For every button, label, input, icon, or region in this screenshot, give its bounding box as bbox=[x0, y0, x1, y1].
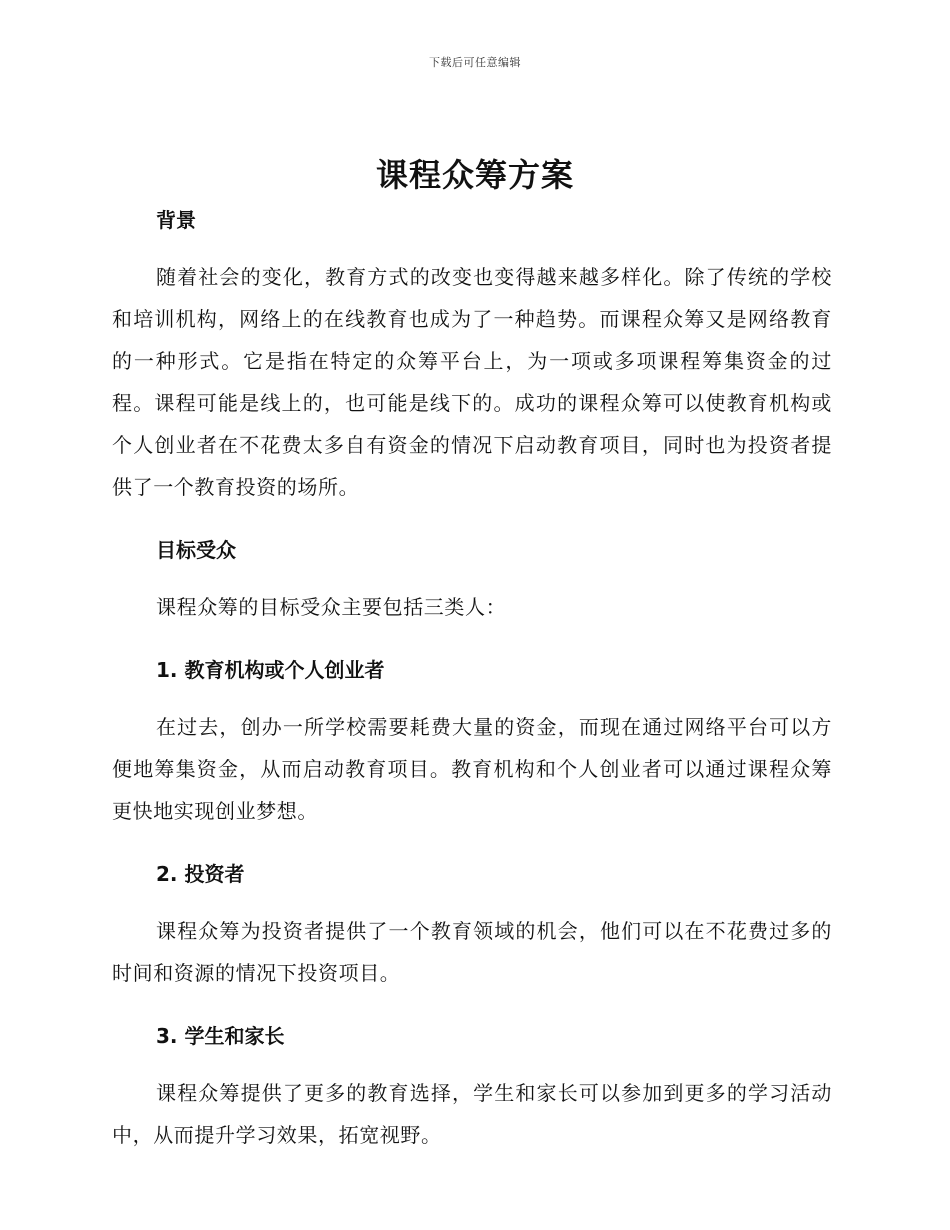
background-paragraph: 随着社会的变化，教育方式的改变也变得越来越多样化。除了传统的学校和培训机构，网络上的在线教育也成为了一种趋势。而课程众筹又是网络教育的一种形式。它是指在特定的众筹平台上，为一项或多项课程筹集资金的过程。课程可能是线上的，也可能是线下的。成功的课程众筹可以使教育机构或个人创业者在不花费太多自有资金的情况下启动教育项目，同时也为投资者提供了一个教育投资的场所。 bbox=[112, 265, 832, 499]
header-note: 下载后可任意编辑 bbox=[429, 56, 521, 69]
audience-item-paragraph-1: 在过去，创办一所学校需要耗费大量的资金，而现在通过网络平台可以方便地筹集资金，从而启动教育项目。教育机构和个人创业者可以通过课程众筹更快地实现创业梦想。 bbox=[112, 715, 832, 823]
audience-item-paragraph-3: 课程众筹提供了更多的教育选择，学生和家长可以参加到更多的学习活动中，从而提升学习效果，拓宽视野。 bbox=[112, 1081, 832, 1147]
audience-item-paragraph-2: 课程众筹为投资者提供了一个教育领域的机会，他们可以在不花费过多的时间和资源的情况下投资项目。 bbox=[112, 919, 832, 985]
audience-item-heading-3: 3. 学生和家长 bbox=[156, 1024, 285, 1048]
audience-item-heading-1: 1. 教育机构或个人创业者 bbox=[156, 658, 385, 682]
section-heading-background: 背景 bbox=[156, 208, 196, 232]
document-body bbox=[112, 204, 832, 1156]
document-title: 课程众筹方案 bbox=[375, 156, 574, 194]
section-heading-audience: 目标受众 bbox=[156, 538, 236, 562]
audience-item-heading-2: 2. 投资者 bbox=[156, 862, 245, 886]
audience-intro-paragraph: 课程众筹的目标受众主要包括三类人： bbox=[156, 595, 507, 619]
